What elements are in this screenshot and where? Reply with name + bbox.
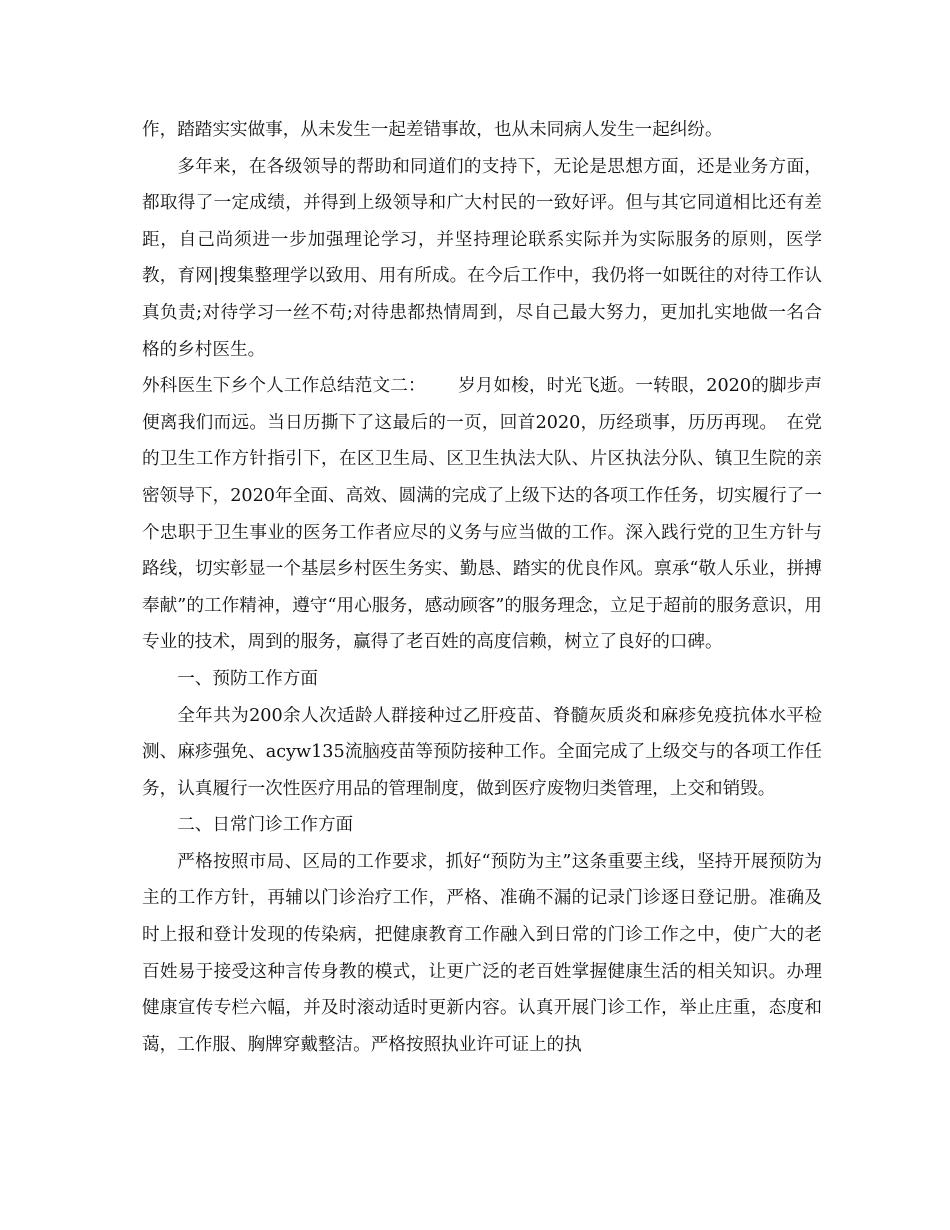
paragraph-prevention: 全年共为200余人次适龄人群接种过乙肝疫苗、脊髓灰质炎和麻疹免疫抗体水平检测、麻疹强免、acyw135流脑疫苗等预防接种工作。全面完成了上级交与的各项工作任务，认真履行一次性医疗用品的管理制度，做到医疗废物归类管理，上交和销毁。 [142,705,822,799]
section-heading-prevention: 一、预防工作方面 [177,668,318,689]
paragraph-continuation: 作，踏踏实实做事，从未发生一起差错事故，也从未同病人发生一起纠纷。 [142,120,723,140]
section-heading-outpatient: 二、日常门诊工作方面 [177,815,354,836]
paragraph-summary: 多年来，在各级领导的帮助和同道们的支持下，无论是思想方面，还是业务方面，都取得了一定成绩，并得到上级领导和广大村民的一致好评。但与其它同道相比还有差距，自己尚须进一步加强理论学习，并坚持理论联系实际并为实际服务的原则，医学教，育网|搜集整理学以致用、用有所成。在今后工作中，我仍将一如既往的对待工作认真负责;对待学习一丝不苟;对待患都热情周到，尽自己最大努力，更加扎实地做一名合格的乡村医生。 [142,156,822,360]
paragraph-sample-two: 外科医生下乡个人工作总结范文二： 岁月如梭，时光飞逝。一转眼，2020的脚步声便离我们而远。当日历撕下了这最后的一页，回首2020，历经琐事，历历再现。 在党的卫生工作方针指引下，在区卫生局、区卫生执法大队、片区执法分队、镇卫生院的亲密领导下，2020年全面、高效、圆满的完成了上级下达的各项工作任务，切实履行了一个忠职于卫生事业的医务工作者应尽的义务与应当做的工作。深入践行党的卫生方针与路线，切实彰显一个基层乡村医生务实、勤恳、踏实的优良作风。禀承“敬人乐业，拼搏奉献”的工作精神，遵守“用心服务，感动顾客”的服务理念，立足于超前的服务意识，用专业的技术，周到的服务，赢得了老百姓的高度信赖，树立了良好的口碑。 [142,376,822,653]
paragraph-outpatient: 严格按照市局、区局的工作要求，抓好“预防为主”这条重要主线，坚持开展预防为主的工作方针，再辅以门诊治疗工作，严格、准确不漏的记录门诊逐日登记册。准确及时上报和登计发现的传染病，把健康教育工作融入到日常的门诊工作之中，使广大的老百姓易于接受这种言传身教的模式，让更广泛的老百姓掌握健康生活的相关知识。办理健康宣传专栏六幅，并及时滚动适时更新内容。认真开展门诊工作，举止庄重，态度和蔼，工作服、胸牌穿戴整洁。严格按照执业许可证上的执 [142,851,822,1055]
document-body [142,112,822,1063]
